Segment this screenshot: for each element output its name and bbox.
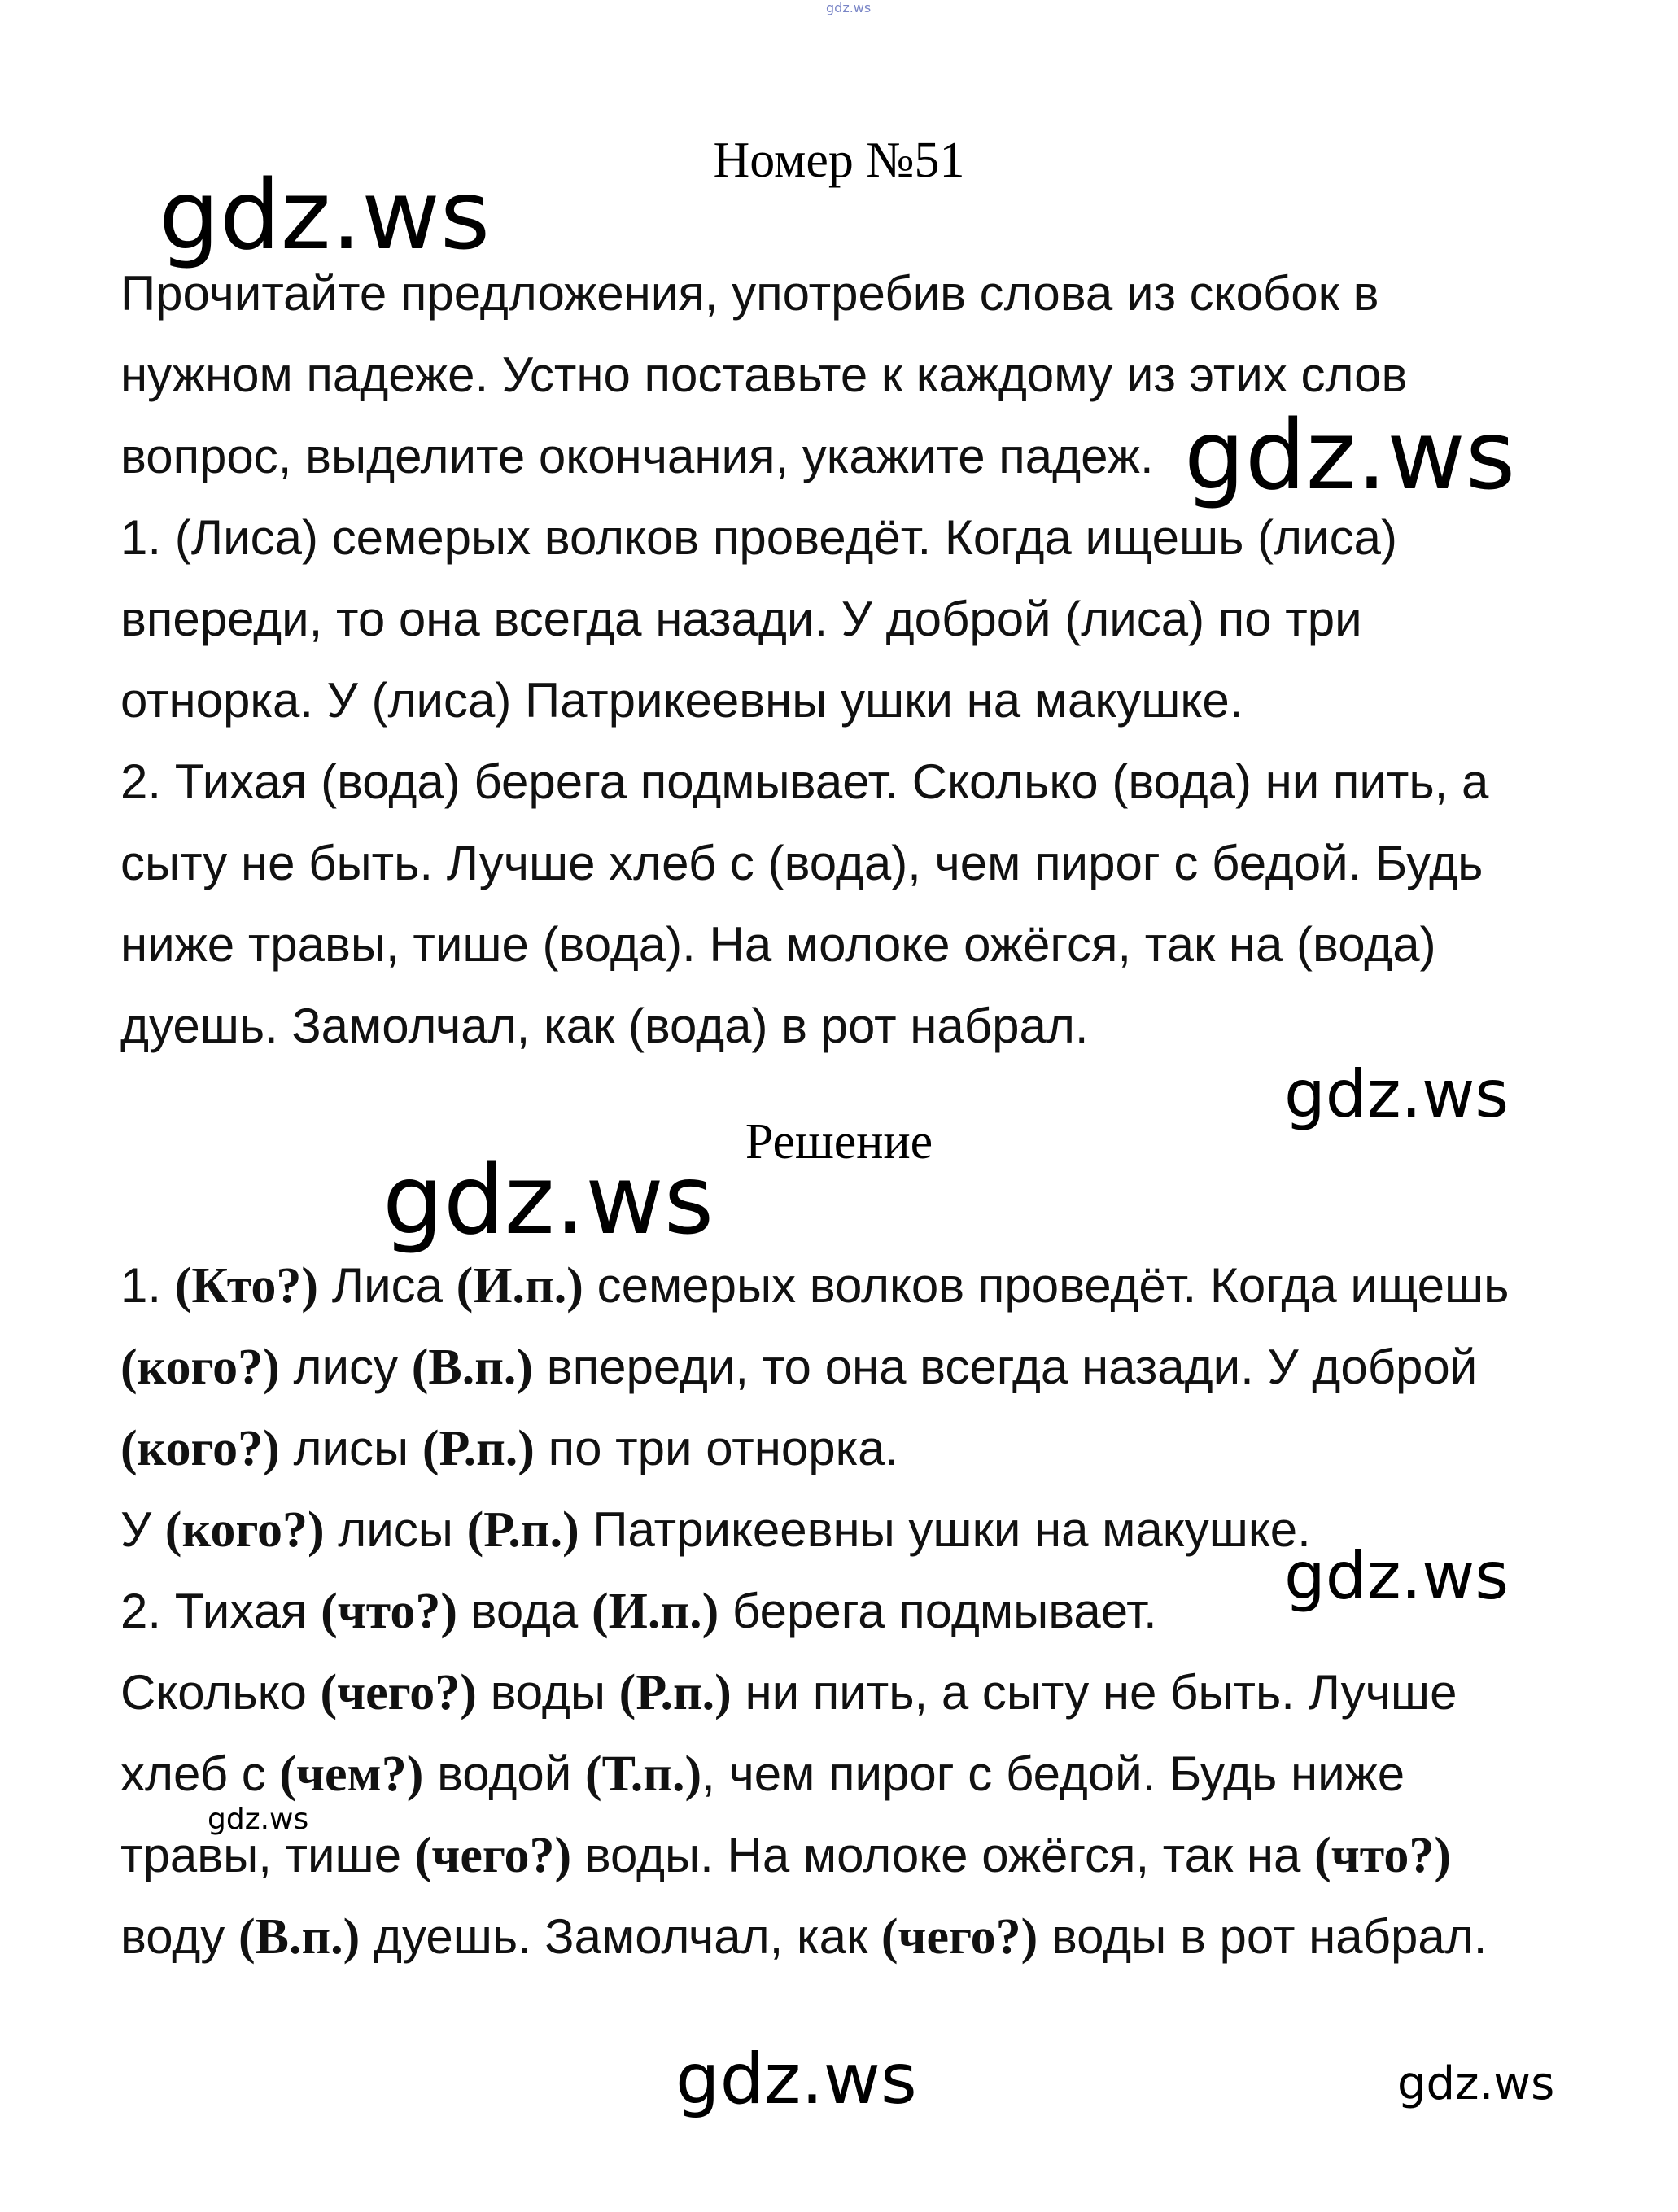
question-label: (чего?) [320,1665,477,1720]
question-label: (чего?) [414,1828,572,1883]
case-label: (И.п.) [456,1258,583,1314]
watermark: gdz.ws [208,1803,309,1836]
text-run: лисы [324,1502,467,1557]
task-item-2: 2. Тихая (вода) берега подмывает. Сколько (вода) ни пить, а сыту не быть. Лучше хлеб с (вода), чем пирог с бедой. Будь ниже травы, тише (вода). На молоке ожёгся, так на (вода) дуешь. Замолчал, как (вода) в рот набрал. [120,754,1489,1053]
text-run: У [120,1502,165,1557]
question-label: (что?) [321,1584,457,1639]
page-title: Номер №51 [713,133,965,188]
text-run: воды [476,1665,619,1720]
watermark: gdz.ws [675,2039,917,2120]
case-label: (И.п.) [591,1584,719,1639]
solution-title: Решение [745,1114,933,1169]
case-label: (Р.п.) [422,1421,535,1476]
text-run: воды. На молоке ожёгся, так на [571,1828,1315,1882]
question-label: (кого?) [120,1340,280,1395]
task-text [120,253,1553,1067]
watermark-top: gdz.ws [826,0,872,15]
text-run: впереди, то она всегда назади. У доброй [533,1340,1478,1394]
task-instruction: Прочитайте предложения, употребив слова из скобок в нужном падеже. Устно поставьте к каждому из этих слов вопрос, выделите окончания, укажите падеж. [120,266,1408,483]
watermark: gdz.ws [1284,1056,1510,1132]
text-run: , чем пирог с бедой. Будь ниже травы, тише [120,1746,1405,1882]
question-label: (чего?) [881,1909,1038,1965]
task-item-1: 1. (Лиса) семерых волков проведёт. Когда ищешь (лиса) впереди, то она всегда назади. У доброй (лиса) по три отнорка. У (лиса) Патрикеевны ушки на макушке. [120,510,1397,728]
watermark: gdz.ws [382,1143,714,1256]
text-run: Патрикеевны ушки на макушке. [579,1502,1311,1557]
text-run: лисы [279,1421,422,1475]
text-run: берега подмывает. [719,1584,1157,1638]
question-label: (чем?) [279,1746,424,1802]
question-label: (кого?) [120,1421,280,1476]
text-run: водой [423,1746,585,1801]
text-run: воду [120,1909,238,1964]
text-run: Лиса [318,1258,457,1313]
watermark: gdz.ws [1284,1538,1510,1614]
text-run: вода [457,1584,592,1638]
question-label: (Кто?) [174,1258,319,1314]
solution-paragraph-4 [120,1652,1553,1978]
text-run: лису [279,1340,412,1394]
text-run: дуешь. Замолчал, как [360,1909,881,1964]
watermark: gdz.ws [1184,399,1516,511]
text-run: воды в рот набрал. [1038,1909,1488,1964]
case-label: (Р.п.) [466,1502,579,1558]
text-run: 2. Тихая [120,1584,321,1638]
case-label: (В.п.) [238,1909,361,1965]
watermark: gdz.ws [1397,2057,1555,2110]
case-label: (В.п.) [411,1340,534,1395]
solution-paragraph-1 [120,1245,1553,1489]
text-run: 1. [120,1258,175,1313]
case-label: (Р.п.) [618,1665,732,1720]
text-run: Сколько [120,1665,321,1720]
text-run: по три отнорка. [534,1421,899,1475]
text-run: ни пить, а сыту не быть. Лучше хлеб с [120,1665,1457,1801]
case-label: (Т.п.) [584,1746,702,1802]
watermark: gdz.ws [159,159,491,271]
question-label: (что?) [1314,1828,1451,1883]
text-run: семерых волков проведёт. Когда ищешь [583,1258,1510,1313]
question-label: (кого?) [164,1502,325,1558]
